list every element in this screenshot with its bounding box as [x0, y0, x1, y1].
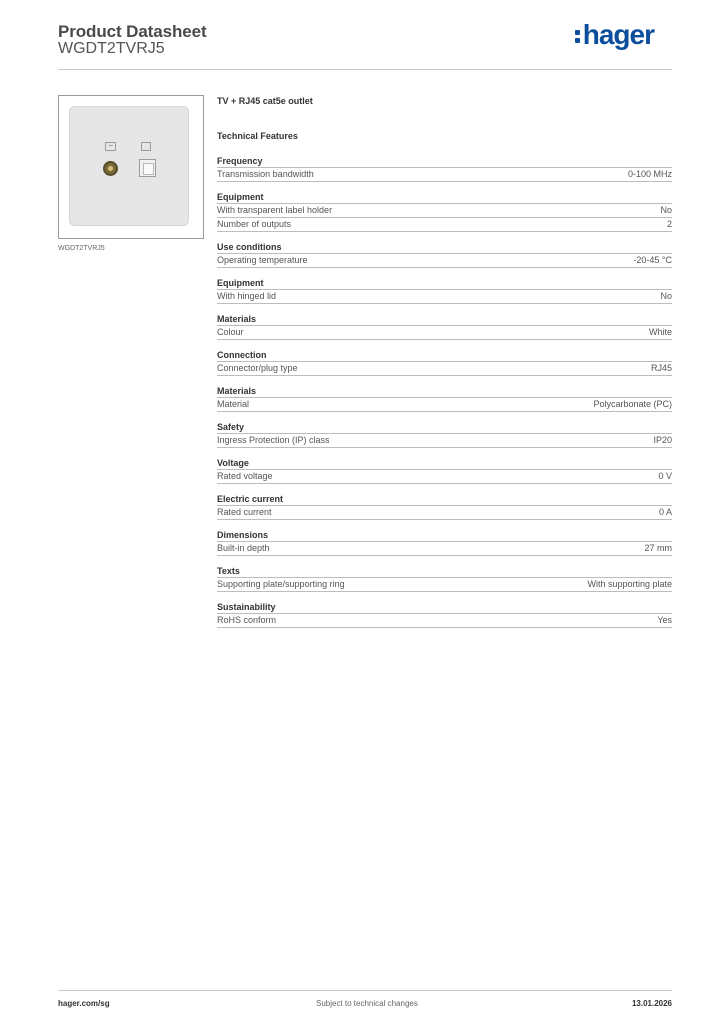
feature-value: 0 V: [658, 471, 672, 481]
feature-section: [217, 349, 672, 376]
feature-row: [217, 434, 672, 448]
feature-value: 2: [666, 219, 672, 229]
section-title: Dimensions: [217, 529, 672, 542]
page-footer: [58, 990, 672, 1010]
product-code: WGDT2TVRJ5: [58, 40, 165, 57]
feature-label: Rated voltage: [217, 471, 273, 481]
footer-date: 13.01.2026: [631, 999, 672, 1008]
feature-sections: [217, 155, 672, 628]
feature-row: [217, 362, 672, 376]
section-title: Safety: [217, 421, 672, 434]
product-name: TV + RJ45 cat5e outlet: [217, 96, 313, 106]
feature-label: Colour: [217, 327, 244, 337]
feature-label: Material: [217, 399, 250, 409]
feature-row: [217, 542, 672, 556]
rj45-socket-icon: [139, 159, 156, 177]
feature-row: [217, 218, 672, 232]
feature-section: [217, 277, 672, 304]
page-header: [58, 20, 672, 70]
section-title: Materials: [217, 385, 672, 398]
network-symbol-icon: [141, 142, 151, 151]
coax-socket-icon: [103, 161, 118, 176]
feature-label: Number of outputs: [217, 219, 292, 229]
feature-label: Connector/plug type: [217, 363, 298, 373]
section-title: Materials: [217, 313, 672, 326]
feature-value: IP20: [653, 435, 672, 445]
feature-section: [217, 421, 672, 448]
page-title: Product Datasheet: [58, 22, 207, 41]
feature-value: No: [660, 291, 672, 301]
feature-value: White: [648, 327, 672, 337]
feature-value: With supporting plate: [587, 579, 672, 589]
tv-symbol-icon: [105, 142, 116, 151]
datasheet-content: [217, 96, 672, 637]
feature-label: Operating temperature: [217, 255, 308, 265]
feature-value: No: [660, 205, 672, 215]
feature-section: [217, 457, 672, 484]
logo-text: hager: [582, 19, 654, 50]
section-title: Electric current: [217, 493, 672, 506]
feature-label: Transmission bandwidth: [217, 169, 314, 179]
feature-section: [217, 601, 672, 628]
image-caption: WGDT2TVRJ5: [58, 245, 105, 252]
section-title: Sustainability: [217, 601, 672, 614]
feature-label: RoHS conform: [217, 615, 277, 625]
product-image: [58, 95, 204, 239]
feature-section: [217, 191, 672, 232]
feature-section: [217, 529, 672, 556]
feature-label: Rated current: [217, 507, 272, 517]
feature-section: [217, 313, 672, 340]
feature-row: [217, 470, 672, 484]
feature-row: [217, 398, 672, 412]
section-title: Voltage: [217, 457, 672, 470]
feature-section: [217, 241, 672, 268]
feature-row: [217, 614, 672, 628]
feature-label: Supporting plate/supporting ring: [217, 579, 345, 589]
hager-logo: [575, 19, 654, 51]
feature-value: RJ45: [650, 363, 672, 373]
section-title: Frequency: [217, 155, 672, 168]
feature-label: With hinged lid: [217, 291, 277, 301]
feature-section: [217, 493, 672, 520]
feature-section: [217, 155, 672, 182]
feature-label: With transparent label holder: [217, 205, 333, 215]
feature-row: [217, 326, 672, 340]
section-title: Connection: [217, 349, 672, 362]
feature-row: [217, 506, 672, 520]
technical-features-title: Technical Features: [217, 131, 298, 141]
feature-value: Polycarbonate (PC): [593, 399, 672, 409]
feature-row: [217, 168, 672, 182]
feature-row: [217, 254, 672, 268]
logo-dots-icon: [575, 27, 581, 45]
feature-value: 0 A: [658, 507, 672, 517]
section-title: Texts: [217, 565, 672, 578]
feature-label: Built-in depth: [217, 543, 270, 553]
feature-row: [217, 204, 672, 218]
feature-value: -20-45 °C: [633, 255, 672, 265]
feature-row: [217, 578, 672, 592]
section-title: Equipment: [217, 191, 672, 204]
feature-label: Ingress Protection (IP) class: [217, 435, 330, 445]
feature-section: [217, 565, 672, 592]
feature-value: Yes: [657, 615, 672, 625]
footer-note: Subject to technical changes: [316, 999, 418, 1008]
feature-section: [217, 385, 672, 412]
section-title: Equipment: [217, 277, 672, 290]
outlet-plate: [69, 106, 189, 226]
feature-value: 27 mm: [644, 543, 672, 553]
footer-website: hager.com/sg: [58, 999, 110, 1008]
section-title: Use conditions: [217, 241, 672, 254]
feature-value: 0-100 MHz: [627, 169, 672, 179]
feature-row: [217, 290, 672, 304]
